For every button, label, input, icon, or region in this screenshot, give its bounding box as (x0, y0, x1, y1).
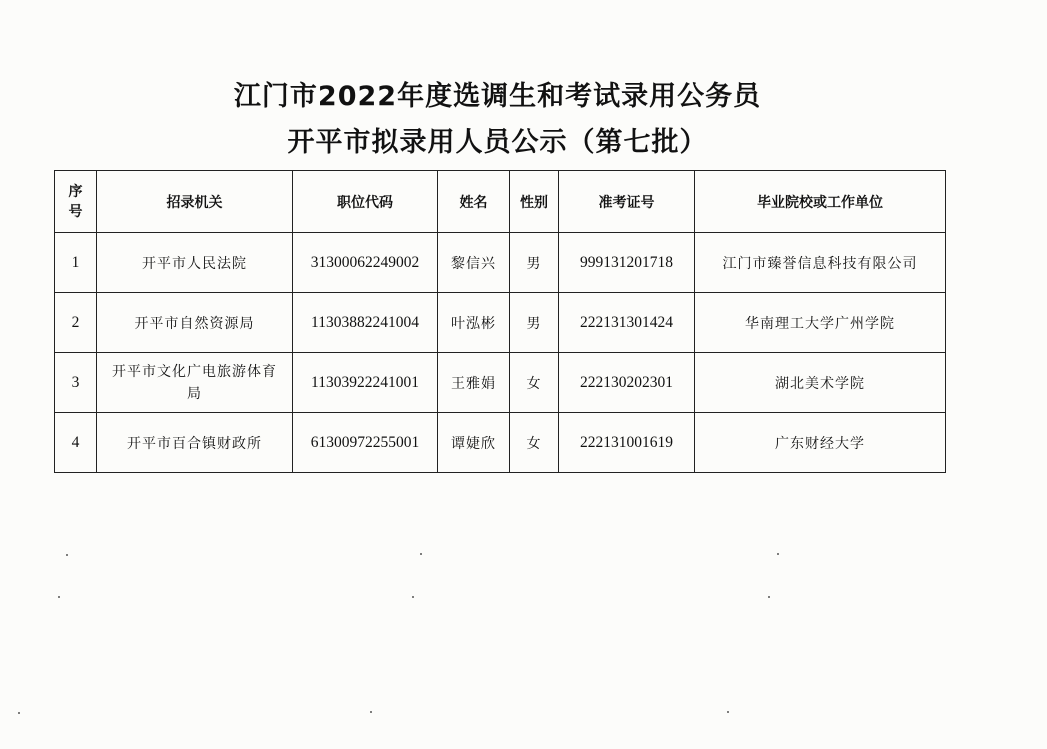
candidate-table (54, 170, 946, 473)
scan-speck (412, 596, 414, 598)
header-position-code: 职位代码 (293, 171, 438, 233)
row-name: 黎信兴 (438, 233, 510, 293)
document-title-line-2: 开平市拟录用人员公示（第七批） (287, 127, 708, 158)
row-agency: 开平市自然资源局 (97, 293, 293, 353)
row-position-code: 31300062249002 (293, 233, 438, 293)
scan-speck (370, 711, 372, 713)
row-name: 王雅娟 (438, 353, 510, 413)
row-position-code: 61300972255001 (293, 413, 438, 473)
header-gender: 性别 (510, 171, 559, 233)
table-row (55, 353, 946, 413)
scan-speck (727, 711, 729, 713)
row-gender: 男 (510, 293, 559, 353)
row-gender: 男 (510, 233, 559, 293)
row-agency-text: 开平市文化广电旅游体育局 (112, 363, 277, 402)
row-agency: 开平市百合镇财政所 (97, 413, 293, 473)
row-index: 4 (55, 413, 97, 473)
header-name: 姓名 (438, 171, 510, 233)
header-school-or-employer: 毕业院校或工作单位 (695, 171, 946, 233)
table-row (55, 233, 946, 293)
row-name: 谭婕欣 (438, 413, 510, 473)
scan-speck (420, 553, 422, 555)
row-agency (97, 353, 293, 413)
table-row (55, 413, 946, 473)
row-agency: 开平市人民法院 (97, 233, 293, 293)
header-agency: 招录机关 (97, 171, 293, 233)
table-row (55, 293, 946, 353)
scan-speck (777, 553, 779, 555)
document-title-line-1: 江门市2022年度选调生和考试录用公务员 (233, 81, 762, 112)
row-gender: 女 (510, 353, 559, 413)
row-exam-id: 222131001619 (559, 413, 695, 473)
row-gender: 女 (510, 413, 559, 473)
scan-speck (768, 596, 770, 598)
table-header-row (55, 171, 946, 233)
row-index: 1 (55, 233, 97, 293)
row-position-code: 11303922241001 (293, 353, 438, 413)
scan-speck (58, 596, 60, 598)
row-position-code: 11303882241004 (293, 293, 438, 353)
row-exam-id: 222130202301 (559, 353, 695, 413)
row-index: 3 (55, 353, 97, 413)
header-index: 序号 (55, 171, 97, 233)
row-exam-id: 999131201718 (559, 233, 695, 293)
row-school-or-employer: 华南理工大学广州学院 (695, 293, 946, 353)
row-name: 叶泓彬 (438, 293, 510, 353)
row-school-or-employer: 江门市臻誉信息科技有限公司 (695, 233, 946, 293)
scan-speck (66, 554, 68, 556)
scan-speck (18, 712, 20, 714)
header-exam-id: 准考证号 (559, 171, 695, 233)
row-exam-id: 222131301424 (559, 293, 695, 353)
row-school-or-employer: 湖北美术学院 (695, 353, 946, 413)
row-school-or-employer: 广东财经大学 (695, 413, 946, 473)
row-index: 2 (55, 293, 97, 353)
